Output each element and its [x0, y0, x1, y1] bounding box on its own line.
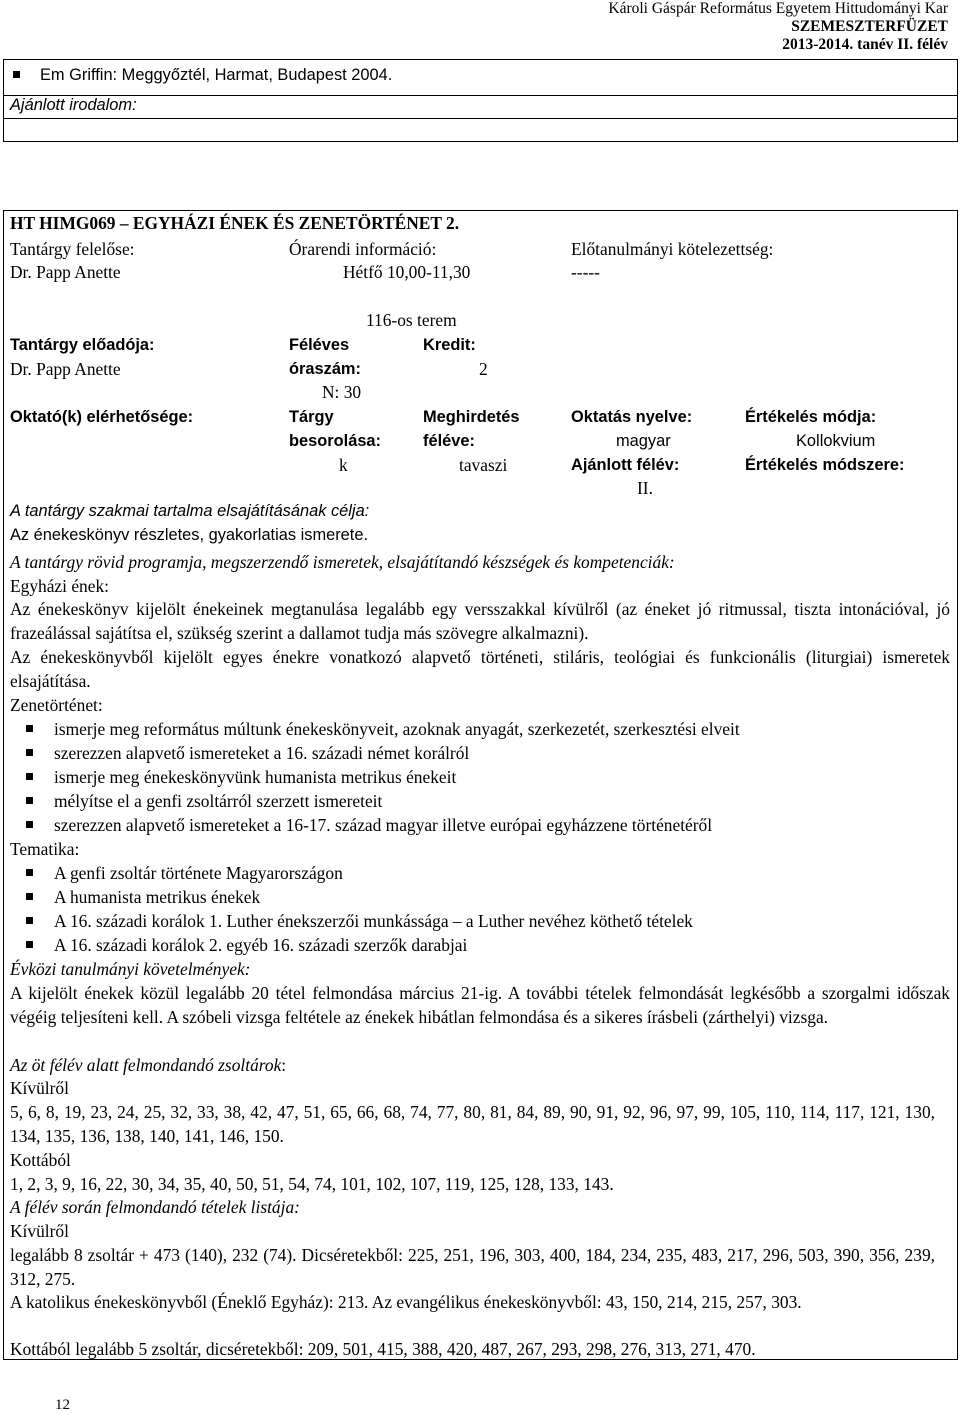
- language-value: magyar: [616, 432, 671, 450]
- from-score-label: Kottából: [10, 1150, 71, 1170]
- credit-label: Kredit:: [423, 336, 476, 354]
- psalms-from-score: 1, 2, 3, 9, 16, 22, 30, 34, 35, 40, 50, 51, 54, 74, 101, 102, 107, 119, 125, 128, 133, 143.: [10, 1174, 614, 1194]
- aim-text: Az énekeskönyv részletes, gyakorlatias ismerete.: [10, 526, 369, 544]
- hours-label-1: Féléves: [289, 336, 350, 354]
- by-heart-label: Kívülről: [10, 1221, 69, 1241]
- header-line-3: 2013-2014. tanév II. félév: [782, 36, 948, 53]
- evaluation-value: Kollokvium: [796, 432, 876, 450]
- church-song-paragraph-2: Az énekeskönyvből kijelölt egyes énekre vonatkozó alapvető történeti, stiláris, teológiai és funkcionális (liturgiai) ismeretek elsajátítása.: [10, 647, 950, 691]
- page-number: 12: [55, 1397, 70, 1413]
- responsible-name: Dr. Papp Anette: [10, 262, 121, 282]
- bullet-square-icon: [26, 773, 33, 780]
- prerequisite-value: -----: [571, 262, 600, 282]
- five-semester-colon: :: [281, 1055, 287, 1075]
- evaluation-label: Értékelés módja:: [745, 408, 877, 426]
- list-item: A 16. századi korálok 2. egyéb 16. századi szerzők darabjai: [54, 935, 468, 955]
- offered-label-1: Meghirdetés: [423, 408, 520, 426]
- bullet-square-icon: [13, 71, 20, 78]
- schedule-time: Hétfő 10,00-11,30: [343, 262, 471, 282]
- classification-label-2: besorolása:: [289, 432, 382, 450]
- list-item: ismerje meg református múltunk énekeskönyveit, azoknak anyagát, szerkezetét, szerkesztési elveit: [54, 719, 740, 739]
- aim-label: A tantárgy szakmai tartalma elsajátításának célja:: [10, 502, 370, 520]
- list-item: A 16. századi korálok 1. Luther énekszerzői munkássága – a Luther nevéhez köthető tételek: [54, 911, 693, 931]
- five-semester-label: Az öt félév alatt felmondandó zsoltárok: [10, 1055, 282, 1075]
- church-song-paragraph-1: Az énekeskönyv kijelölt énekeinek megtanulása legalább egy versszakkal kívülről (az éneket jó ritmussal, tiszta intonációval, jó frazeálással sajátítsa el, szükség szerint a dallamot tudja más szövegre alkalmazni).: [10, 599, 950, 643]
- bullet-square-icon: [26, 917, 33, 924]
- language-label: Oktatás nyelve:: [571, 408, 693, 426]
- list-item: ismerje meg énekeskönyvünk humanista metrikus énekeit: [54, 767, 457, 787]
- hours-label-2: óraszám:: [289, 360, 361, 378]
- bullet-square-icon: [26, 941, 33, 948]
- bullet-square-icon: [26, 749, 33, 756]
- schedule-room: 116-os terem: [366, 310, 457, 330]
- semester-list-label: A félév során felmondandó tételek listája:: [10, 1197, 300, 1217]
- prerequisite-label: Előtanulmányi kötelezettség:: [571, 239, 774, 259]
- lecturer-label: Tantárgy előadója:: [10, 336, 155, 354]
- header-line-1: Károli Gáspár Református Egyetem Hittudományi Kar: [608, 0, 948, 17]
- bullet-square-icon: [26, 725, 33, 732]
- institution-header: [608, 0, 948, 54]
- responsible-label: Tantárgy felelőse:: [10, 239, 135, 259]
- offered-value: tavaszi: [459, 455, 508, 475]
- list-item: A humanista metrikus énekek: [54, 887, 261, 907]
- program-label: A tantárgy rövid programja, megszerzendő ismeretek, elsajátítandó készségek és kompetenciák:: [10, 552, 675, 572]
- course-title: HT HIMG069 – EGYHÁZI ÉNEK ÉS ZENETÖRTÉNET 2.: [10, 213, 460, 233]
- evaluation-method-label: Értékelés módszere:: [745, 456, 905, 474]
- semester-from-score: Kottából legalább 5 zsoltár, dicséretekből: 209, 501, 415, 388, 420, 487, 267, 293, 298, 276, 313, 271, 470.: [10, 1339, 756, 1359]
- lecturer-name: Dr. Papp Anette: [10, 359, 121, 379]
- hours-value: N: 30: [322, 382, 362, 402]
- recommended-literature-label: Ajánlott irodalom:: [10, 96, 137, 114]
- by-heart-label: Kívülről: [10, 1078, 69, 1098]
- bullet-square-icon: [26, 797, 33, 804]
- recommended-semester-label: Ajánlott félév:: [571, 456, 680, 474]
- requirements-paragraph: A kijelölt énekek közül legalább 20 tétel felmondása március 21-ig. A további tételek felmondását legkésőbb a szorgalmi időszak végéig teljesíteni kell. A szóbeli vizsga feltétele az énekek hibátlan felmondása és a sikeres írásbeli (zárthelyi) vizsga.: [10, 983, 950, 1027]
- bullet-square-icon: [26, 893, 33, 900]
- list-item: szerezzen alapvető ismereteket a 16. századi német korálról: [54, 743, 470, 763]
- offered-label-2: féléve:: [423, 432, 475, 450]
- divider-line: [3, 95, 958, 96]
- church-song-label: Egyházi ének:: [10, 576, 109, 596]
- schedule-label: Órarendi információ:: [289, 239, 437, 259]
- bullet-square-icon: [26, 869, 33, 876]
- semester-by-heart: legalább 8 zsoltár + 473 (140), 232 (74). Dicséretekből: 225, 251, 196, 303, 400, 184, 234, 235, 483, 217, 296, 503, 390, 356, 239, 312, 275.: [10, 1245, 935, 1289]
- divider-line: [3, 118, 958, 119]
- requirements-label: Évközi tanulmányi követelmények:: [10, 959, 251, 979]
- list-item: mélyítse el a genfi zsoltárról szerzett ismereteit: [54, 791, 383, 811]
- five-semester-heading: [10, 1054, 286, 1078]
- catholic-hymnal: A katolikus énekeskönyvből (Éneklő Egyház): 213. Az evangélikus énekeskönyvből: 43, 150, 214, 215, 257, 303.: [10, 1292, 802, 1312]
- literature-item: Em Griffin: Meggyőztél, Harmat, Budapest 2004.: [40, 66, 393, 84]
- recommended-semester-value: II.: [637, 478, 653, 498]
- contact-label: Oktató(k) elérhetősége:: [10, 408, 194, 426]
- psalms-by-heart: 5, 6, 8, 19, 23, 24, 25, 32, 33, 38, 42, 47, 51, 65, 66, 68, 74, 77, 80, 81, 84, 89, 90, 91, 92, 96, 97, 99, 105, 110, 114, 117, 121, 130, 134, 135, 136, 138, 140, 141, 146, 150.: [10, 1102, 935, 1146]
- topics-label: Tematika:: [10, 839, 80, 859]
- credit-value: 2: [479, 359, 488, 379]
- classification-value: k: [339, 455, 348, 475]
- header-line-2: SZEMESZTERFÜZET: [791, 18, 948, 35]
- list-item: A genfi zsoltár története Magyarországon: [54, 863, 343, 883]
- list-item: szerezzen alapvető ismereteket a 16-17. század magyar illetve európai egyházzene történetéről: [54, 815, 713, 835]
- classification-label-1: Tárgy: [289, 408, 334, 426]
- bullet-square-icon: [26, 821, 33, 828]
- music-history-label: Zenetörténet:: [10, 695, 103, 715]
